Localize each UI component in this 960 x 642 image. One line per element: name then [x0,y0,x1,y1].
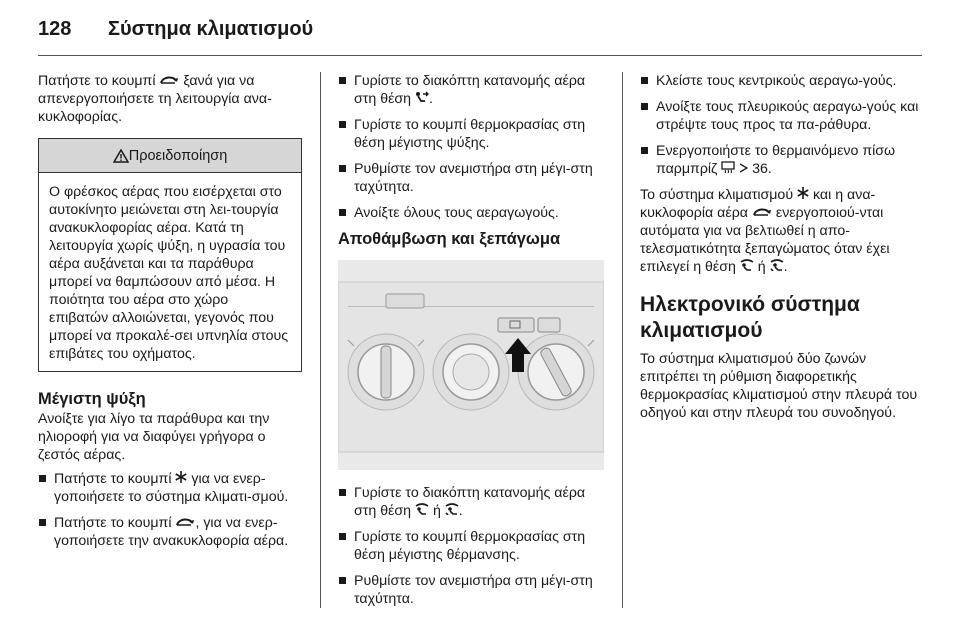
auto-activation-paragraph: Το σύστημα κλιματισμού και η ανα-κυκλοφορία αέρα ενεργοποιού-νται αυτόματα για να βελτιωθεί η απο-τελεσματικότητα ξεπαγώματος όταν έχει επιλεγεί η θέση ή . [640,187,890,275]
rear-heat-icon [721,161,735,173]
max-cooling-text: Ανοίξτε για λίγο τα παράθυρα και την ηλιοροφή για να διαφύγει γρήγορα ο ζεστός αέρας. [38,411,270,463]
list-item: Γυρίστε το διακόπτη κατανομής αέρα στη θέση ή . [338,484,604,520]
max-cooling-list [38,470,302,550]
warning-body: Ο φρέσκος αέρας που εισέρχεται στο αυτοκίνητο μειώνεται στη λει-τουργία ανακυκλοφορίας αέρα. Κατά τη λειτουργία χωρίς ψύξη, η υγρασία του αέρα αυξάνεται και τα παράθυρα μπορεί να θαμπώσουν από μέσα. Η ποιότητα του αέρα στο χώρο επιβατών αλλοιώνεται, γεγονός που μπορεί να προκαλέ-σει υπνηλία στους επιβάτες του οχήματος. [49,184,289,362]
column-2 [338,72,604,616]
page-header [38,18,922,58]
list-item: Ανοίξτε όλους τους αεραγωγούς. [338,204,604,222]
intro-paragraph: Πατήστε το κουμπί ξανά για να απενεργοποιήσετε τη λειτουργία ανα-κυκλοφορίας. [38,73,272,125]
list-item: Γυρίστε το κουμπί θερμοκρασίας στη θέση μέγιστης θέρμανσης. [338,528,604,564]
climate-panel-illustration [338,260,604,470]
electronic-climate-text: Το σύστημα κλιματισμού δύο ζωνών επιτρέπει τη ρύθμιση διαφορετικής θερμοκρασίας κλιματισμού στην πλευρά του οδηγού και στην πλευρά του συνοδηγού. [640,351,918,421]
list-item: Ρυθμίστε τον ανεμιστήρα στη μέγι-στη ταχύτητα. [338,572,604,608]
list-item: Γυρίστε το διακόπτη κατανομής αέρα στη θέση . [338,72,604,108]
column-divider-1 [320,72,321,608]
page-title: Σύστημα κλιματισμού [108,18,314,40]
list-item: Πατήστε το κουμπί , για να ενερ-γοποιήσετε την ανακυκλοφορία αέρα. [38,514,302,550]
column-3 [640,72,922,426]
foot-mode-icon [445,503,459,515]
electronic-climate-heading: Ηλεκτρονικό σύστημα κλιματισμού [640,293,860,342]
snowflake-icon [797,187,809,199]
reference-arrow-icon [739,163,748,173]
warning-header [39,139,301,173]
list-item: Γυρίστε το κουμπί θερμοκρασίας στη θέση μέγιστης ψύξης. [338,116,604,152]
page-number: 128 [38,18,72,40]
foot-mode-icon [770,259,784,271]
snowflake-icon [175,471,187,483]
defrost-mode-icon [415,503,429,515]
list-item: Κλείστε τους κεντρικούς αεραγω-γούς. [640,72,922,90]
list-item: Ενεργοποιήστε το θερμαινόμενο πίσω παρμπρίζ 36. [640,142,922,178]
warning-title: Προειδοποίηση [128,147,228,164]
list-item: Ρυθμίστε τον ανεμιστήρα στη μέγι-στη ταχύτητα. [338,160,604,196]
list-item: Πατήστε το κουμπί για να ενερ-γοποιήσετε το σύστημα κλιματι-σμού. [38,470,302,506]
defog-steps-list-continued [640,72,922,178]
recirculation-icon [175,517,195,527]
vent-mode-icon [415,91,429,103]
cooling-steps-list [338,72,604,222]
warning-box [38,138,302,372]
header-divider [38,55,922,56]
recirculation-icon [159,75,179,85]
recirculation-icon [752,207,772,217]
warning-icon [113,149,129,163]
list-item: Ανοίξτε τους πλευρικούς αεραγω-γούς και στρέψτε τους προς τα πα-ράθυρα. [640,98,922,134]
defog-heading: Αποθάμβωση και ξεπάγωμα [338,230,561,248]
defrost-mode-icon [740,259,754,271]
defog-steps-list [338,484,604,608]
climate-control-panel-image [338,260,604,470]
column-divider-2 [622,72,623,608]
max-cooling-heading: Μέγιστη ψύξη [38,390,146,408]
column-1 [38,72,302,558]
